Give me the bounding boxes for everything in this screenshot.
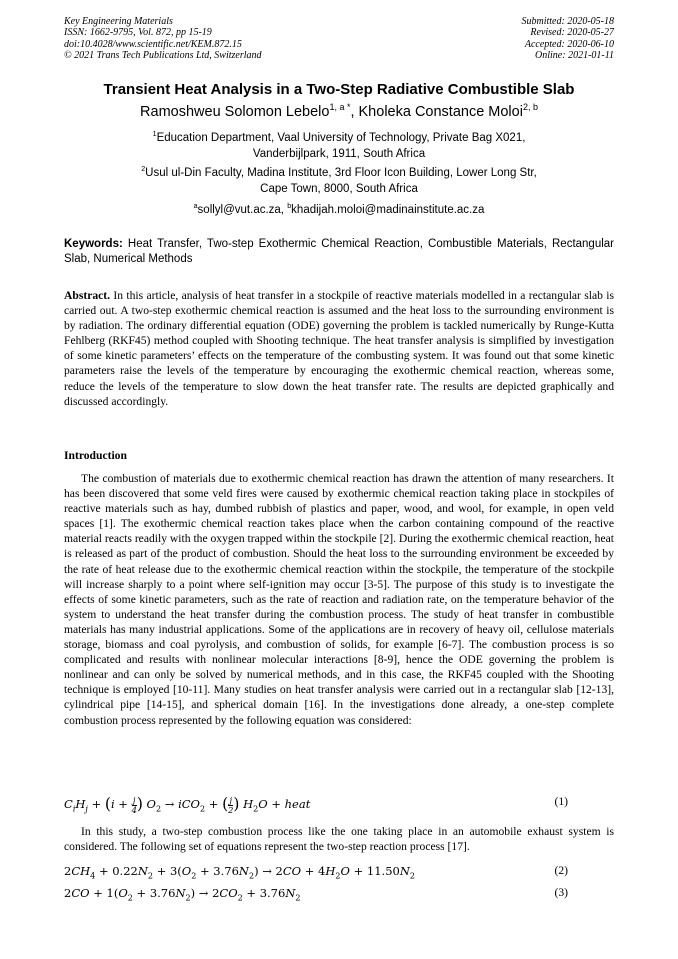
equation-2-math: $2CH_4 + 0.22N_2 + 3(O_2 + 3.76N_2) \to 2CO + 4H_2O + 11.50N_2$ <box>64 864 416 881</box>
author-emails <box>64 203 614 219</box>
equation-3-math: $2CO + 1(O_2 + 3.76N_2) \to 2CO_2 + 3.76N_2$ <box>64 886 301 903</box>
date-submitted: Submitted: 2020-05-18 <box>521 16 614 27</box>
journal-issn: ISSN: 1662-9795, Vol. 872, pp 15-19 <box>64 27 212 39</box>
section-heading-introduction: Introduction <box>64 449 127 462</box>
affiliation-line: Education Department, Vaal University of Technology, Private Bag X021, <box>156 132 526 144</box>
author-name: Kholeka Constance Moloi <box>358 104 523 120</box>
paper-title: Transient Heat Analysis in a Two-Step Radiative Combustible Slab <box>103 81 575 98</box>
abstract-text: In this article, analysis of heat transfer in a stockpile of reactive materials modelled in a rectangular slab is carried out. A two-step exothermic chemical reaction is assumed and the heat loss to the surrounding environment is by radiation. The ordinary differential equation (ODE) governing the problem is tackled numerically by Runge-Kutta Fehlberg (RKF45) method coupled with Shooting technique. The heat transfer analysis is simplified by investigation of some kinetic parameters’ effects on the temperature of the combusting system. It was found out that some kinetic parameters raise the levels of the temperature by encouraging the exothermic chemical reaction, whereas some, reduce the levels of the temperature to slow down the heat transfer rate. The results are depicted graphically and discussed accordingly. <box>64 289 614 408</box>
date-online: Online: 2021-01-11 <box>535 50 614 62</box>
journal-info <box>64 16 262 62</box>
abstract-label: Abstract. <box>64 289 111 302</box>
equation-3 <box>64 886 614 906</box>
equation-1 <box>64 795 614 815</box>
journal-doi[interactable]: doi:10.4028/www.scientific.net/KEM.872.15 <box>64 38 242 50</box>
keywords-block <box>64 237 614 267</box>
equation-number: (3) <box>554 886 568 899</box>
equation-1-math: $C_iH_j + (i$ + $\frac{j}{4}$ ) $O_2 \to iCO_2$ + ( $\frac{j}{2}$ ) $H_2O$ + heat <box>64 795 311 815</box>
affiliation-1 <box>64 131 614 162</box>
affiliation-line: Cape Town, 8000, South Africa <box>260 182 418 195</box>
email-superscript: a <box>193 202 198 211</box>
abstract-block <box>64 288 614 409</box>
author-list <box>0 104 678 120</box>
affiliation-line: Usul ul-Din Faculty, Madina Institute, 3rd Floor Icon Building, Lower Long Str, <box>145 167 537 179</box>
affiliation-superscript: 1 <box>152 130 157 139</box>
publication-dates <box>522 16 615 62</box>
keywords-label: Keywords: <box>64 238 123 250</box>
journal-copyright: © 2021 Trans Tech Publications Ltd, Switzerland <box>64 50 262 62</box>
email-address[interactable]: sollyl@vut.ac.za, <box>197 204 288 216</box>
journal-name: Key Engineering Materials <box>64 16 173 27</box>
affiliation-superscript: 2 <box>141 165 146 174</box>
date-revised: Revised: 2020-05-27 <box>530 27 614 39</box>
author-separator: , <box>350 104 359 120</box>
introduction-paragraph-2: In this study, a two-step combustion process like the one taking place in an automobile exhaust system is considered. The following set of equations represent the two-step reaction process [17]. <box>64 825 614 854</box>
equation-number: (1) <box>554 795 568 808</box>
keywords-text: Heat Transfer, Two-step Exothermic Chemical Reaction, Combustible Materials, Rectangular Slab, Numerical Methods <box>64 238 614 265</box>
date-accepted: Accepted: 2020-06-10 <box>524 38 614 50</box>
author-name: Ramoshweu Solomon Lebelo <box>140 104 330 120</box>
equation-number: (2) <box>554 864 568 877</box>
affiliation-2 <box>64 166 614 197</box>
author-superscript: 1, a * <box>329 102 351 113</box>
affiliation-line: Vanderbijlpark, 1911, South Africa <box>252 147 426 160</box>
email-address[interactable]: khadijah.moloi@madinainstitute.ac.za <box>291 204 485 216</box>
equation-2 <box>64 864 614 884</box>
email-superscript: b <box>287 202 292 211</box>
author-superscript: 2, b <box>522 102 538 113</box>
introduction-paragraph-1: The combustion of materials due to exothermic chemical reaction has drawn the attention of many researchers. It has been discovered that some veld fires were caused by exothermic chemical reaction taking place in stockpiles of reactive materials such as hay, dumbed rubbish of plastics and paper, wood, and wool, for example, in open veld spaces [1]. The exothermic chemical reaction takes place when the carbon containing compound of the reactive material reacts readily with the oxygen trapped within the stockpile [2]. During the exothermic chemical reaction, heat is released as part of the product of combustion. Should the heat loss to the surrounding environment be exceeded by the rate of heat release due to the exothermic chemical reaction within the stockpile, the temperature of the stockpile will increase sharply to a point where self-ignition may occur [3-5]. The purpose of this study is to investigate the effects of some kinetic parameters, such as the rate of reaction and radiation rate, on the temperature behavior of the system to understand the heat transfer during the combustion process. The study of heat transfer in combustible materials has many industrial applications. Some of the applications are in recovery of heavy oil, cellulose materials storage, biomass and coal pyrolysis, and combustion of solids, for example [6-7]. The combustion process is so complicated and results with nonlinear molecular interactions [8-9], hence the ODE governing the problem is nonlinear and can only be solved by numerical methods, and in this case, the RKF45 coupled with the Shooting technique is employed [10-11]. Many studies on heat transfer analysis were carried out in a rectangular slab [12-13], cylindrical pipe [14-15], and spherical domain [16]. In the investigations done already, a one-step complete combustion process represented by the following equation was considered: <box>64 472 614 727</box>
